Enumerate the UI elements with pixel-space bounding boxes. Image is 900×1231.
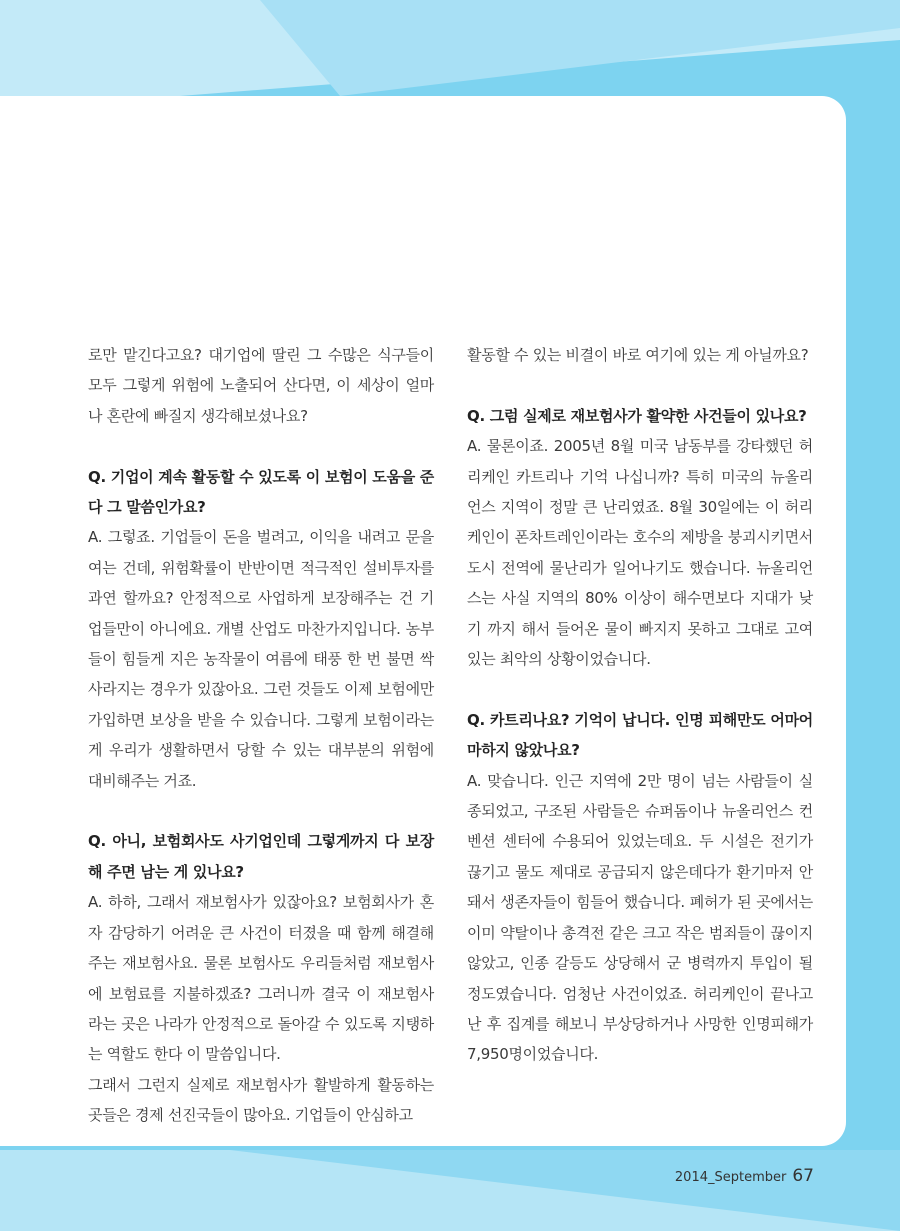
issue-label: 2014_September [674,1170,787,1185]
right-column [467,340,813,1070]
question-heading: Q. 그럼 실제로 재보험사가 활약한 사건들이 있나요? [467,406,807,425]
body-paragraph: 로만 맡긴다고요? 대기업에 딸린 그 수많은 식구들이 모두 그렇게 위험에 노출되어 산다면, 이 세상이 얼마나 혼란에 빠질지 생각해보셨나요? [88,346,434,425]
page-number: 67 [792,1166,814,1186]
paragraph-spacer [467,370,813,400]
page-footer [675,1166,814,1186]
paragraph-spacer [88,796,434,826]
body-paragraph: A. 물론이죠. 2005년 8월 미국 남동부를 강타했던 허리케인 카트리나 기억 나십니까? 특히 미국의 뉴올리언스 지역이 정말 큰 난리였죠. 8월 30일에는 이 허리케인이 폰차트레인이라는 호수의 제방을 붕괴시키면서 도시 전역에 물난리가 일어나기도 했습니다. 뉴올리언스는 사실 지역의 80% 이상이 해수면보다 지대가 낮기 까지 해서 들어온 물이 빠지지 못하고 그대로 고여 있는 최악의 상황이었습니다. [467,437,813,669]
question-heading: Q. 카트리나요? 기억이 납니다. 인명 피해만도 어마어마하지 않았나요? [467,710,813,760]
body-paragraph: A. 맞습니다. 인근 지역에 2만 명이 넘는 사람들이 실종되었고, 구조된 사람들은 슈퍼돔이나 뉴올리언스 컨벤션 센터에 수용되어 있었는데요. 두 시설은 전기가 끊기고 물도 제대로 공급되지 않은데다가 환기마저 안 돼서 생존자들이 힘들어 했습니다. 폐허가 된 곳에서는 이미 약탈이나 총격전 같은 크고 작은 범죄들이 끊이지 않았고, 인종 갈등도 상당해서 군 병력까지 투입이 될 정도였습니다. 엄청난 사건이었죠. 허리케인이 끝나고 난 후 집계를 해보니 부상당하거나 사망한 인명피해가 7,950명이었습니다. [467,771,813,1064]
left-column [88,340,434,1131]
paragraph-spacer [88,431,434,461]
body-paragraph: 그래서 그런지 실제로 재보험사가 활발하게 활동하는 곳들은 경제 선진국들이 많아요. 기업들이 안심하고 [88,1075,434,1125]
body-paragraph: 활동할 수 있는 비결이 바로 여기에 있는 게 아닐까요? [467,346,809,364]
paragraph-spacer [467,674,813,704]
body-paragraph: A. 그렇죠. 기업들이 돈을 벌려고, 이익을 내려고 문을 여는 건데, 위험확률이 반반이면 적극적인 설비투자를 과연 할까요? 안정적으로 사업하게 보장해주는 건 기업들만이 아니에요. 개별 산업도 마찬가지입니다. 농부들이 힘들게 지은 농작물이 여름에 태풍 한 번 불면 싹 사라지는 경우가 있잖아요. 그런 것들도 이제 보험에만 가입하면 보상을 받을 수 있습니다. 그렇게 보험이라는 게 우리가 생활하면서 당할 수 있는 대부분의 위험에 대비해주는 거죠. [88,528,434,790]
question-heading: Q. 아니, 보험회사도 사기업인데 그렇게까지 다 보장해 주면 남는 게 있나요? [88,832,434,881]
body-paragraph: A. 하하, 그래서 재보험사가 있잖아요? 보험회사가 혼자 감당하기 어려운 큰 사건이 터졌을 때 함께 해결해주는 재보험사요. 물론 보험사도 우리들처럼 재보험사에 보험료를 지불하겠죠? 그러니까 결국 이 재보험사라는 곳은 나라가 안정적으로 돌아갈 수 있도록 지탱하는 역할도 한다 이 말씀입니다. [88,893,434,1064]
question-heading: Q. 기업이 계속 활동할 수 있도록 이 보험이 도움을 준다 그 말씀인가요? [88,467,434,517]
